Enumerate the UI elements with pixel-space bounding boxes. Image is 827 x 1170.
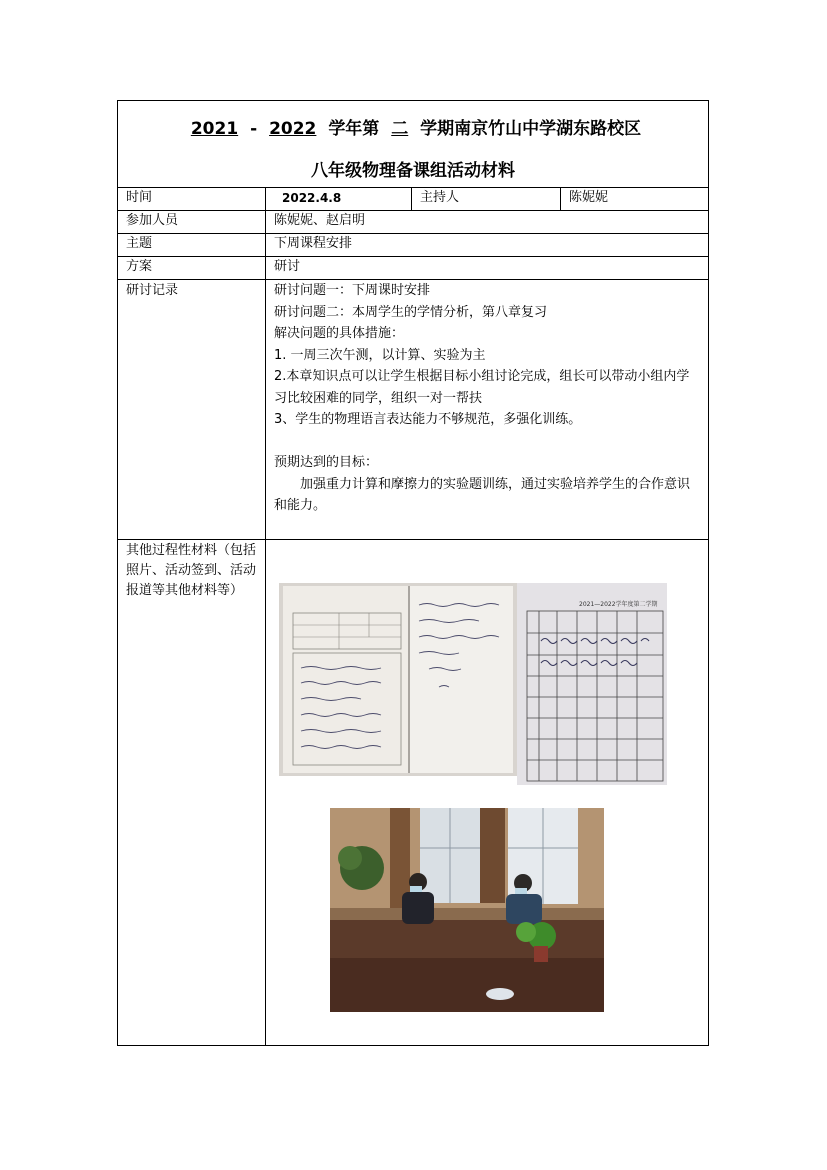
topic-row — [118, 233, 708, 256]
participants-label: 参加人员 — [126, 213, 179, 228]
record-question-2: 研讨问题二：本周学生的学情分析，第八章复习 — [274, 304, 548, 320]
record-label: 研讨记录 — [126, 283, 179, 298]
title-text-b: 学期南京竹山中学湖东路校区 — [420, 119, 642, 139]
notebook-photo — [279, 583, 517, 776]
plan-value: 研讨 — [265, 257, 708, 279]
record-goal-text: 加强重力计算和摩擦力的实验题训练，通过实验培养学生的合作意识和能力。 — [274, 476, 691, 513]
record-goal-heading: 预期达到的目标： — [274, 455, 379, 470]
record-content — [265, 280, 708, 539]
meeting-photo — [330, 808, 604, 1012]
signin-sheet-title: 2021—2022学年度第二学期 — [579, 601, 658, 608]
signin-sheet-photo — [517, 583, 667, 785]
year-start: 2021 — [190, 119, 239, 139]
participants-value: 陈妮妮、赵启明 — [265, 211, 708, 233]
topic-label: 主题 — [126, 236, 153, 251]
topic-value: 下周课程安排 — [265, 234, 708, 256]
host-label: 主持人 — [411, 188, 560, 210]
record-measure-2: 2.本章知识点可以让学生根据目标小组讨论完成，组长可以带动小组内学习比较困难的同学，组织一对一帮扶 — [274, 369, 690, 406]
other-materials-label: 其他过程性材料（包括照片、活动签到、活动报道等其他材料等） — [126, 543, 257, 598]
year-dash: - — [250, 119, 258, 139]
record-measures-heading: 解决问题的具体措施： — [274, 326, 405, 341]
time-label: 时间 — [126, 190, 153, 205]
record-row — [118, 279, 708, 539]
host-value: 陈妮妮 — [560, 188, 708, 210]
year-end: 2022 — [269, 119, 317, 139]
time-value: 2022.4.8 — [265, 188, 411, 210]
document-title — [118, 114, 708, 139]
plan-label: 方案 — [126, 259, 153, 274]
record-measure-3: 3、学生的物理语言表达能力不够规范，多强化训练。 — [274, 412, 582, 427]
participants-row — [118, 210, 708, 233]
document-subtitle: 八年级物理备课组活动材料 — [311, 161, 515, 181]
time-row — [118, 187, 708, 210]
term: 二 — [391, 119, 409, 139]
plan-row — [118, 256, 708, 279]
title-text-a: 学年第 — [328, 119, 380, 139]
record-measure-1: 1. 一周三次午测，以计算、实验为主 — [274, 347, 486, 363]
title-block — [118, 101, 708, 187]
record-question-1: 研讨问题一：下周课时安排 — [274, 283, 431, 298]
